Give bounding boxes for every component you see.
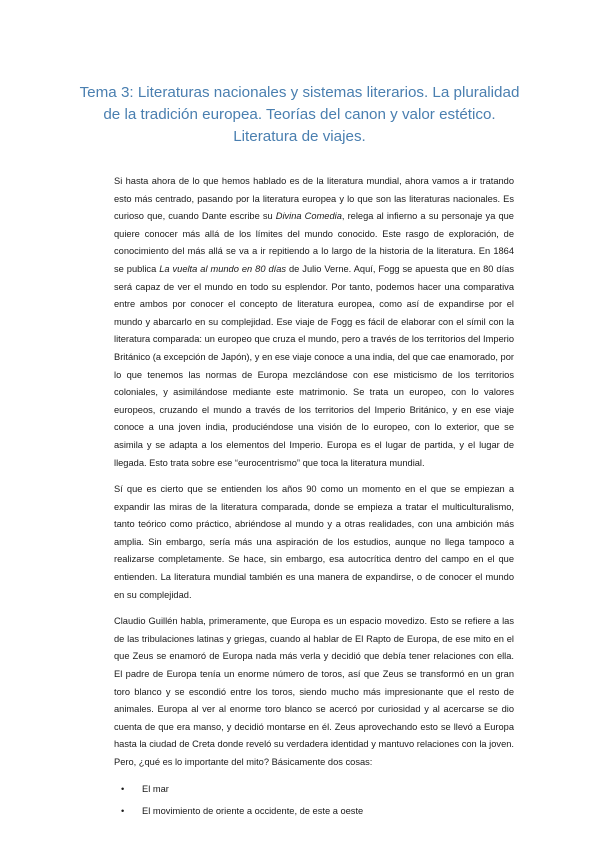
bullet-text: El movimiento de oriente a occidente, de este a oeste (142, 805, 364, 816)
document-body (114, 173, 514, 825)
title-line: de la tradición europea. Teorías del canon y valor estético. (103, 106, 496, 123)
book-title-vuelta-al-mundo: La vuelta al mundo en 80 días (159, 263, 287, 274)
paragraph-2: Sí que es cierto que se entienden los años 90 como un momento en el que se empiezan a expandir las miras de la literatura comparada, donde se empieza a tratar el multiculturalismo, tanto teórico como práctico, abriéndose al mundo y a otras realidades, con una ambición más amplia. Sin embargo, sería más una aspiración de los estudios, aunque no llega tampoco a realizarse completamente. Se hace, sin embargo, esa autocrítica dentro del campo en el que entienden. La literatura mundial también es una manera de expandirse, o de conocer el mundo en su complejidad. (114, 484, 514, 600)
bullet-icon: • (121, 783, 125, 794)
paragraph-3: Claudio Guillén habla, primeramente, que Europa es un espacio movedizo. Esto se refiere a las de las tribulaciones latinas y griegas, cuando al hablar de El Rapto de Europa, de ese mito en el que Zeus se enamoró de Europa nada más verla y decidió que debía tener relaciones con ella. El padre de Europa tenía un enorme número de toros, así que Zeus se transformó en un gran toro blanco y se escondió entre los toros, siendo mucho más impresionante que el resto de animales. Europa al ver al enorme toro blanco se acercó por curiosidad y al acercarse se dio cuenta de que era manso, y decidió montarse en él. Zeus aprovechando esto se llevó a Europa hasta la ciudad de Creta donde reveló su verdadera identidad y mantuvo relaciones con la joven. Pero, ¿qué es lo importante del mito? Básicamente dos cosas: (114, 616, 514, 767)
document-title (72, 82, 527, 148)
paragraph-text: de Julio Verne. Aquí, Fogg se apuesta que en 80 días será capaz de ver el mundo en todo su esplendor. Por tanto, podemos hacer una comparativa entre ambos por conocer el concepto de literatura europea, como así de expandirse por el mundo y abarcarlo en su complejidad. Ese viaje de Fogg es fácil de elaborar con el símil con la literatura comparada: un europeo que cruza el mundo, pero a través de los territorios del Imperio Británico (a excepción de Japón), y en ese viaje conoce a una india, del que cae enamorado, por lo que tenemos las normas de Europa mezclándose con ese misticismo de los territorios coloniales, y asimilándose mediante este matrimonio. Se trata un europeo, con lo valores europeos, cruzando el mundo a través de los territorios del Imperio Británico, y en ese viaje conoce a una joven india, produciéndose una visión de lo europeo, con lo exterior, que se asimila y se adapta a los elementos del Imperio. Europa es el lugar de partida, y el lugar de llegada. Esto trata sobre ese “eurocentrismo” que toca la literatura mundial. (114, 263, 514, 468)
bullet-item (114, 803, 514, 819)
bullet-item (114, 781, 514, 797)
book-title-divina-comedia: Divina Comedia (275, 211, 342, 222)
title-line: Literatura de viajes. (233, 128, 366, 145)
bullet-list (114, 781, 514, 819)
paragraph-text: , relega al infierno a su personaje ya que quiere conocer más allá de los límites del mundo conocido. Este rasgo de exploración, de conocimiento del más allá se va a ir repitiendo a lo largo de la historia de la literatura. En 1864 se publica (114, 211, 514, 274)
bullet-text: El mar (142, 783, 169, 794)
paragraph-text: Si hasta ahora de lo que hemos hablado es de la literatura mundial, ahora vamos a ir tratando esto más centrado, pasando por la literatura europea y lo que son las literaturas nacionales. Es curioso que, cuando Dante escribe su (114, 176, 514, 222)
title-line: Tema 3: Literaturas nacionales y sistemas literarios. La pluralidad (79, 84, 520, 101)
bullet-icon: • (121, 805, 125, 816)
paragraph-1 (114, 173, 514, 472)
